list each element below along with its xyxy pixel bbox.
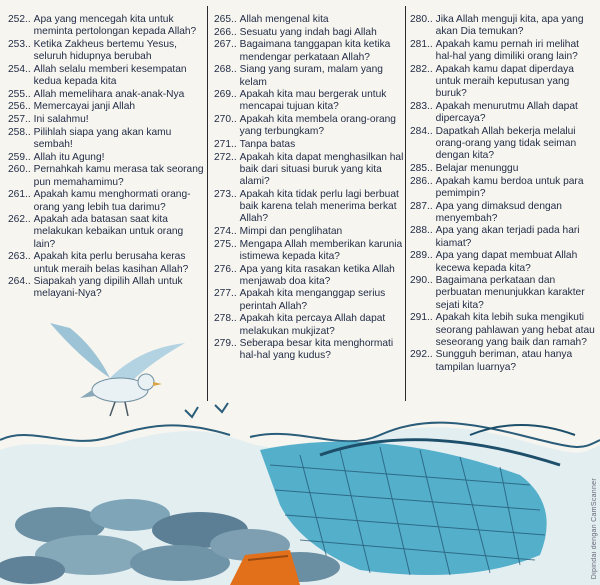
list-item: [214, 338, 404, 362]
item-text: Apakah kita membela orang-orang yang terbungkam?: [239, 114, 396, 138]
item-text: Allah memelihara anak-anak-Nya: [33, 88, 185, 100]
item-text: Belajar menunggu: [435, 162, 519, 174]
list-item: [8, 189, 204, 213]
list-item: [8, 127, 204, 151]
item-text: Apakah kamu berdoa untuk para pemimpin?: [435, 175, 584, 199]
item-text: Memercayai janji Allah: [33, 101, 136, 113]
item-text: Apakah kita menganggap serius perintah Allah?: [239, 288, 386, 312]
item-number: 267..: [214, 39, 237, 51]
item-text: Siapakah yang dipilih Allah untuk melayani-Nya?: [33, 276, 183, 300]
list-item: [410, 64, 596, 101]
item-number: 257..: [8, 114, 31, 126]
item-text: Allah selalu memberi kesempatan kedua kepada kita: [33, 63, 187, 88]
list-item: [214, 27, 404, 39]
list-item: [410, 275, 596, 312]
item-text: Apakah kita dapat menghasilkan hal baik dari situasi buruk yang kita alami?: [239, 151, 404, 188]
item-number: 282..: [410, 63, 433, 75]
list-item: [214, 313, 404, 337]
list-item: [8, 64, 204, 88]
item-text: Allah itu Agung!: [33, 151, 105, 163]
item-text: Apa yang mencegah kita untuk meminta pertolongan kepada Allah?: [33, 14, 197, 38]
list-item: [214, 152, 404, 189]
item-number: 253..: [8, 38, 31, 50]
item-text: Apa yang dapat membuat Allah kecewa kepada kita?: [435, 250, 578, 274]
item-number: 272..: [214, 151, 237, 163]
list-item: [214, 139, 404, 151]
list-item: [410, 14, 596, 38]
item-number: 283..: [410, 100, 433, 112]
item-text: Apakah kita perlu berusaha keras untuk meraih belas kasihan Allah?: [33, 251, 189, 275]
item-number: 271..: [214, 139, 237, 151]
item-text: Ketika Zakheus bertemu Yesus, seluruh hidupnya berubah: [33, 38, 177, 63]
item-number: 281..: [410, 38, 433, 50]
list-item: [214, 189, 404, 226]
list-item: [214, 39, 404, 63]
item-number: 274..: [214, 225, 237, 237]
item-number: 262..: [8, 214, 31, 226]
item-number: 279..: [214, 338, 237, 350]
item-text: Pilihlah siapa yang akan kamu sembah!: [33, 126, 172, 151]
item-text: Apakah kita lebih suka mengikuti seorang pahlawan yang hebat atau seseorang yang baik dan ramah?: [435, 312, 595, 348]
list-item: [214, 239, 404, 263]
item-text: Siang yang suram, malam yang kelam: [239, 64, 383, 88]
item-text: Apa yang kita rasakan ketika Allah menjawab doa kita?: [239, 263, 395, 287]
item-text: Sungguh beriman, atau hanya tampilan luarnya?: [435, 349, 573, 373]
item-number: 256..: [8, 101, 31, 113]
item-text: Apakah kita tidak perlu lagi berbuat baik karena telah menerima berkat Allah?: [239, 188, 399, 225]
item-number: 290..: [410, 275, 433, 287]
list-item: [8, 164, 204, 188]
list-item: [410, 201, 596, 225]
column-divider: [405, 6, 406, 401]
scanner-watermark: Dipindai dengan CamScanner: [591, 477, 598, 579]
list-item: [8, 114, 204, 126]
item-text: Tanpa batas: [239, 139, 296, 151]
item-number: 254..: [8, 63, 31, 75]
list-item: [410, 312, 596, 349]
column-divider: [207, 6, 208, 401]
item-number: 263..: [8, 251, 31, 263]
item-text: Jika Allah menguji kita, apa yang akan Dia temukan?: [435, 14, 584, 38]
list-item: [410, 39, 596, 63]
list-item: [410, 126, 596, 163]
item-text: Bagaimana perkataan dan perbuatan menunjukkan karakter sejati kita?: [435, 275, 585, 311]
item-number: 288..: [410, 225, 433, 237]
item-text: Seberapa besar kita menghormati hal-hal yang kudus?: [239, 338, 394, 362]
item-number: 273..: [214, 188, 237, 200]
item-text: Mengapa Allah memberikan karunia istimewa kepada kita?: [239, 238, 403, 262]
list-item: [8, 214, 204, 251]
item-text: Apakah kamu pernah iri melihat hal-hal yang dimiliki orang lain?: [435, 38, 579, 63]
item-text: Apakah kita percaya Allah dapat melakukan mukjizat?: [239, 313, 386, 337]
list-item: [8, 276, 204, 300]
item-number: 291..: [410, 312, 433, 324]
list-item: [214, 264, 404, 288]
item-text: Apakah menurutmu Allah dapat dipercaya?: [435, 100, 578, 125]
item-number: 276..: [214, 263, 237, 275]
item-text: Dapatkah Allah bekerja melalui orang-orang yang tidak seiman dengan kita?: [435, 125, 577, 162]
list-item: [214, 64, 404, 88]
item-number: 255..: [8, 88, 31, 100]
item-number: 275..: [214, 238, 237, 250]
item-number: 277..: [214, 288, 237, 300]
item-number: 286..: [410, 175, 433, 187]
list-item: [8, 14, 204, 38]
list-item: [8, 251, 204, 275]
list-item: [8, 39, 204, 63]
item-number: 259..: [8, 151, 31, 163]
item-number: 264..: [8, 276, 31, 288]
item-number: 252..: [8, 14, 31, 25]
list-item: [410, 250, 596, 274]
item-number: 287..: [410, 200, 433, 212]
item-text: Sesuatu yang indah bagi Allah: [239, 26, 377, 38]
item-number: 285..: [410, 162, 433, 174]
seagull-icon: [40, 318, 190, 438]
item-number: 260..: [8, 164, 31, 176]
topic-column-3: [410, 14, 596, 374]
item-number: 292..: [410, 349, 433, 361]
item-number: 270..: [214, 114, 237, 126]
topic-column-2: [214, 14, 404, 363]
item-number: 266..: [214, 26, 237, 38]
item-number: 261..: [8, 189, 31, 201]
item-number: 278..: [214, 313, 237, 325]
item-text: Apa yang akan terjadi pada hari kiamat?: [435, 225, 580, 249]
list-item: [410, 163, 596, 175]
list-item: [214, 89, 404, 113]
list-item: [214, 226, 404, 238]
item-text: Apakah kamu menghormati orang-orang yang lebih tua darimu?: [33, 189, 191, 213]
list-item: [8, 101, 204, 113]
item-number: 269..: [214, 89, 237, 101]
list-item: [410, 176, 596, 200]
list-item: [8, 89, 204, 101]
list-item: [8, 152, 204, 164]
list-item: [214, 114, 404, 138]
list-item: [410, 349, 596, 373]
item-number: 280..: [410, 14, 433, 25]
item-number: 284..: [410, 125, 433, 137]
list-item: [410, 225, 596, 249]
item-text: Bagaimana tanggapan kita ketika mendengar perkataan Allah?: [239, 39, 391, 63]
item-number: 268..: [214, 64, 237, 76]
list-item: [410, 101, 596, 125]
item-number: 265..: [214, 14, 237, 25]
item-text: Apakah ada batasan saat kita melakukan kebaikan untuk orang lain?: [33, 214, 184, 250]
list-item: [214, 14, 404, 26]
item-text: Ini salahmu!: [33, 114, 89, 126]
item-text: Pernahkah kamu merasa tak seorang pun memahamimu?: [33, 164, 204, 188]
item-text: Apakah kamu dapat diperdaya untuk meraih keputusan yang buruk?: [435, 63, 574, 100]
topic-column-1: [8, 14, 204, 301]
item-text: Apakah kita mau bergerak untuk mencapai tujuan kita?: [239, 89, 387, 113]
item-number: 289..: [410, 250, 433, 262]
list-item: [214, 288, 404, 312]
item-text: Allah mengenal kita: [239, 14, 329, 25]
small-birds-icon: [180, 395, 240, 425]
item-text: Apa yang dimaksud dengan menyembah?: [435, 200, 562, 224]
item-text: Mimpi dan penglihatan: [239, 225, 343, 237]
item-number: 258..: [8, 126, 31, 138]
